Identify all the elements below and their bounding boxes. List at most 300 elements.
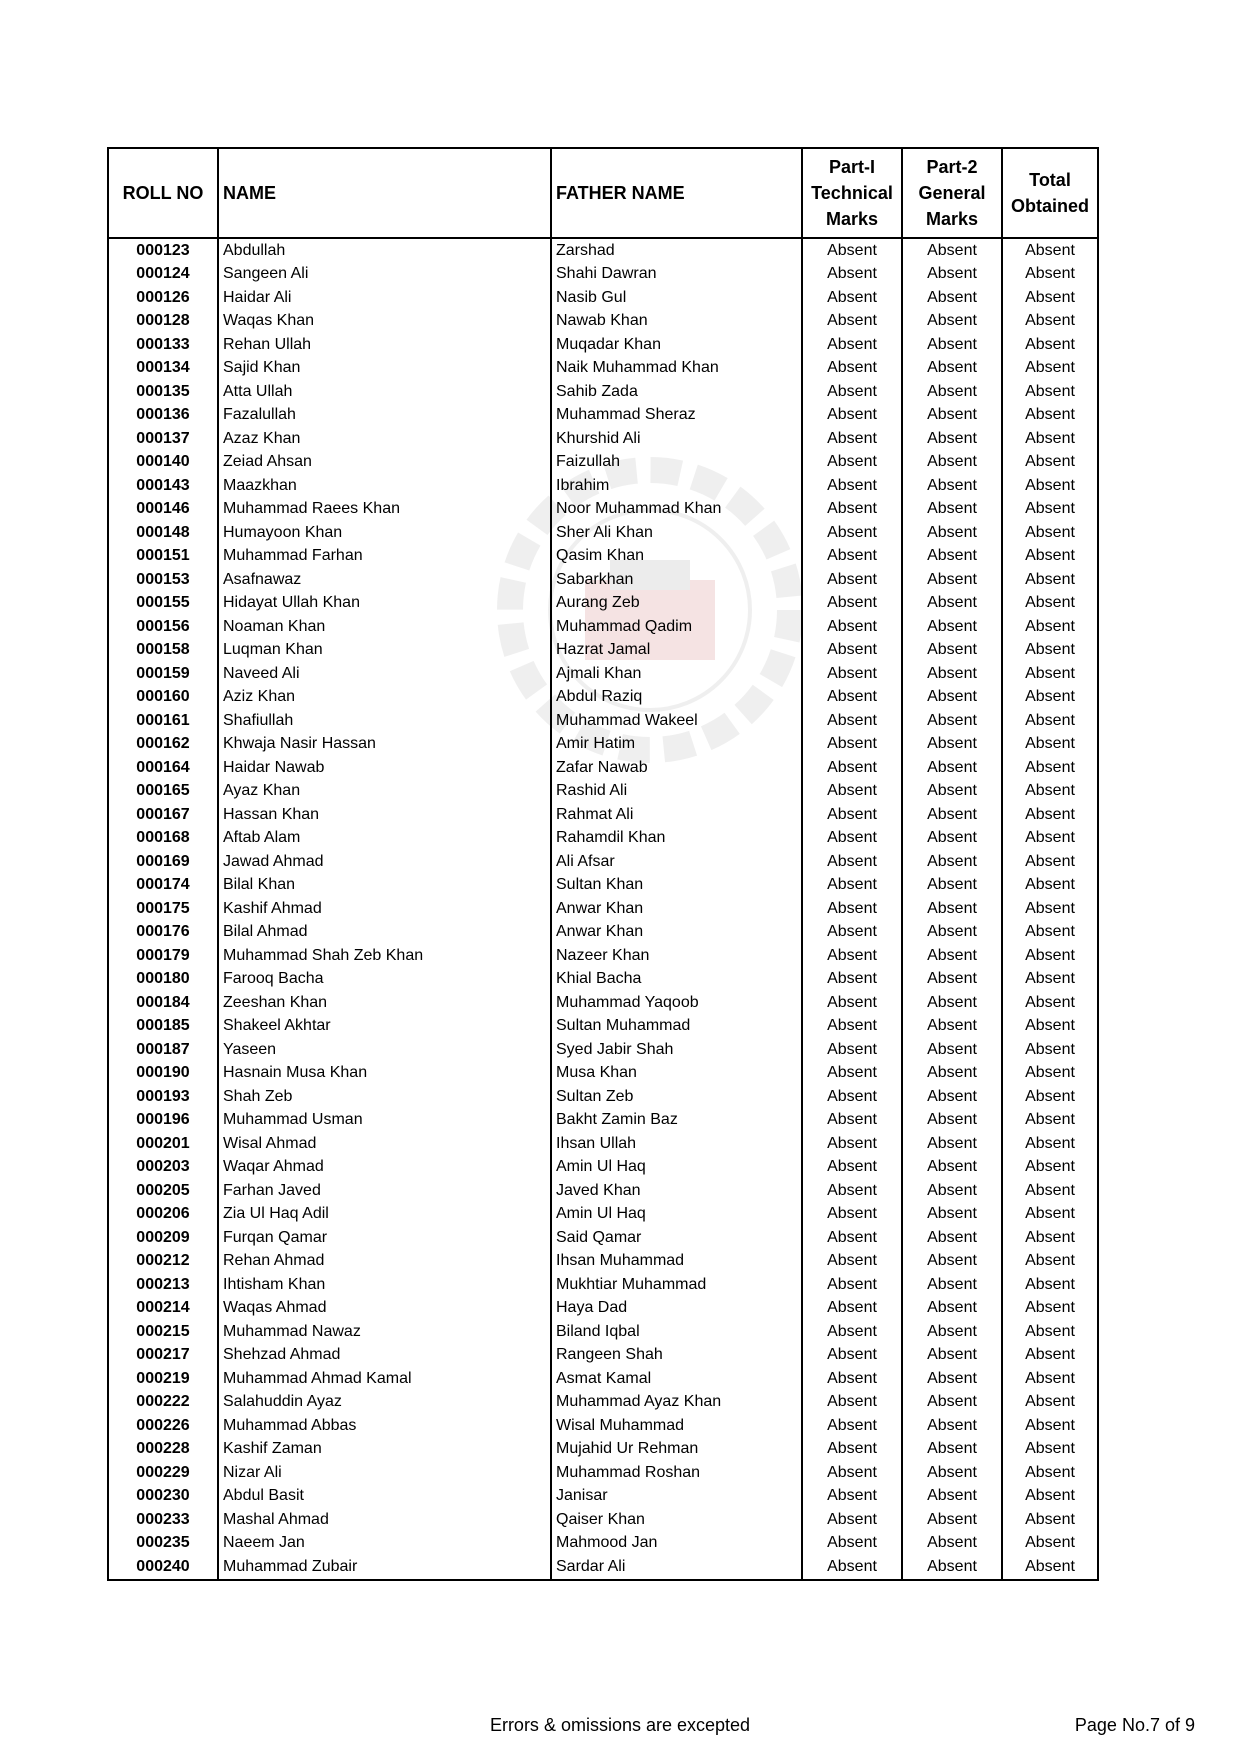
cell-roll-no: 000175 bbox=[108, 897, 218, 921]
cell-part1-marks: Absent bbox=[802, 1367, 902, 1391]
cell-total-obtained: Absent bbox=[1002, 1297, 1098, 1321]
cell-part1-marks: Absent bbox=[802, 803, 902, 827]
table-row bbox=[108, 1062, 1098, 1086]
cell-name: Farooq Bacha bbox=[218, 968, 551, 992]
cell-part1-marks: Absent bbox=[802, 263, 902, 287]
cell-part1-marks: Absent bbox=[802, 1555, 902, 1580]
cell-name: Sangeen Ali bbox=[218, 263, 551, 287]
cell-name: Muhammad Zubair bbox=[218, 1555, 551, 1580]
cell-roll-no: 000156 bbox=[108, 615, 218, 639]
cell-part1-marks: Absent bbox=[802, 733, 902, 757]
table-row bbox=[108, 709, 1098, 733]
cell-part1-marks: Absent bbox=[802, 545, 902, 569]
cell-total-obtained: Absent bbox=[1002, 827, 1098, 851]
footer-note: Errors & omissions are excepted bbox=[489, 1715, 751, 1735]
cell-father-name: Qaiser Khan bbox=[551, 1508, 802, 1532]
cell-part2-marks: Absent bbox=[902, 780, 1002, 804]
table-row bbox=[108, 286, 1098, 310]
cell-part2-marks: Absent bbox=[902, 1132, 1002, 1156]
cell-name: Muhammad Nawaz bbox=[218, 1320, 551, 1344]
cell-father-name: Sardar Ali bbox=[551, 1555, 802, 1580]
cell-total-obtained: Absent bbox=[1002, 286, 1098, 310]
cell-part1-marks: Absent bbox=[802, 897, 902, 921]
cell-father-name: Amir Hatim bbox=[551, 733, 802, 757]
cell-name: Salahuddin Ayaz bbox=[218, 1391, 551, 1415]
cell-part2-marks: Absent bbox=[902, 1038, 1002, 1062]
cell-name: Noaman Khan bbox=[218, 615, 551, 639]
cell-part2-marks: Absent bbox=[902, 1109, 1002, 1133]
cell-roll-no: 000184 bbox=[108, 991, 218, 1015]
cell-part2-marks: Absent bbox=[902, 310, 1002, 334]
cell-part2-marks: Absent bbox=[902, 968, 1002, 992]
cell-total-obtained: Absent bbox=[1002, 733, 1098, 757]
cell-father-name: Muhammad Wakeel bbox=[551, 709, 802, 733]
table-row bbox=[108, 568, 1098, 592]
cell-total-obtained: Absent bbox=[1002, 1414, 1098, 1438]
cell-part2-marks: Absent bbox=[902, 1438, 1002, 1462]
cell-father-name: Nazeer Khan bbox=[551, 944, 802, 968]
cell-part2-marks: Absent bbox=[902, 686, 1002, 710]
table-row bbox=[108, 921, 1098, 945]
cell-name: Furqan Qamar bbox=[218, 1226, 551, 1250]
cell-name: Rehan Ullah bbox=[218, 333, 551, 357]
cell-name: Muhammad Usman bbox=[218, 1109, 551, 1133]
cell-total-obtained: Absent bbox=[1002, 1250, 1098, 1274]
cell-roll-no: 000133 bbox=[108, 333, 218, 357]
table-row bbox=[108, 1367, 1098, 1391]
cell-father-name: Rangeen Shah bbox=[551, 1344, 802, 1368]
cell-name: Muhammad Abbas bbox=[218, 1414, 551, 1438]
cell-name: Zeiad Ahsan bbox=[218, 451, 551, 475]
cell-father-name: Rahamdil Khan bbox=[551, 827, 802, 851]
cell-roll-no: 000140 bbox=[108, 451, 218, 475]
cell-part2-marks: Absent bbox=[902, 921, 1002, 945]
cell-total-obtained: Absent bbox=[1002, 662, 1098, 686]
cell-name: Maazkhan bbox=[218, 474, 551, 498]
cell-part1-marks: Absent bbox=[802, 756, 902, 780]
cell-father-name: Noor Muhammad Khan bbox=[551, 498, 802, 522]
cell-part1-marks: Absent bbox=[802, 592, 902, 616]
cell-father-name: Muqadar Khan bbox=[551, 333, 802, 357]
cell-father-name: Anwar Khan bbox=[551, 921, 802, 945]
cell-part2-marks: Absent bbox=[902, 521, 1002, 545]
cell-name: Naveed Ali bbox=[218, 662, 551, 686]
cell-part1-marks: Absent bbox=[802, 333, 902, 357]
cell-part2-marks: Absent bbox=[902, 1508, 1002, 1532]
table-row bbox=[108, 474, 1098, 498]
cell-part2-marks: Absent bbox=[902, 545, 1002, 569]
cell-part2-marks: Absent bbox=[902, 639, 1002, 663]
cell-roll-no: 000155 bbox=[108, 592, 218, 616]
cell-part1-marks: Absent bbox=[802, 1179, 902, 1203]
cell-total-obtained: Absent bbox=[1002, 498, 1098, 522]
cell-roll-no: 000161 bbox=[108, 709, 218, 733]
cell-father-name: Sabarkhan bbox=[551, 568, 802, 592]
cell-name: Luqman Khan bbox=[218, 639, 551, 663]
cell-part1-marks: Absent bbox=[802, 404, 902, 428]
cell-part2-marks: Absent bbox=[902, 333, 1002, 357]
cell-part1-marks: Absent bbox=[802, 568, 902, 592]
cell-total-obtained: Absent bbox=[1002, 803, 1098, 827]
cell-total-obtained: Absent bbox=[1002, 357, 1098, 381]
cell-part2-marks: Absent bbox=[902, 615, 1002, 639]
cell-total-obtained: Absent bbox=[1002, 780, 1098, 804]
cell-father-name: Ihsan Ullah bbox=[551, 1132, 802, 1156]
table-header-row bbox=[108, 148, 1098, 238]
cell-name: Muhammad Farhan bbox=[218, 545, 551, 569]
cell-total-obtained: Absent bbox=[1002, 1132, 1098, 1156]
cell-part2-marks: Absent bbox=[902, 568, 1002, 592]
cell-total-obtained: Absent bbox=[1002, 451, 1098, 475]
header-name: NAME bbox=[218, 148, 551, 238]
cell-total-obtained: Absent bbox=[1002, 380, 1098, 404]
cell-part2-marks: Absent bbox=[902, 1085, 1002, 1109]
cell-name: Shah Zeb bbox=[218, 1085, 551, 1109]
cell-total-obtained: Absent bbox=[1002, 1461, 1098, 1485]
cell-part1-marks: Absent bbox=[802, 1485, 902, 1509]
cell-father-name: Musa Khan bbox=[551, 1062, 802, 1086]
cell-part1-marks: Absent bbox=[802, 474, 902, 498]
table-row bbox=[108, 592, 1098, 616]
header-part2-line2: General bbox=[918, 183, 986, 203]
cell-father-name: Haya Dad bbox=[551, 1297, 802, 1321]
cell-part2-marks: Absent bbox=[902, 1015, 1002, 1039]
cell-total-obtained: Absent bbox=[1002, 639, 1098, 663]
cell-part2-marks: Absent bbox=[902, 1203, 1002, 1227]
table-row bbox=[108, 968, 1098, 992]
table-row bbox=[108, 780, 1098, 804]
cell-name: Waqas Khan bbox=[218, 310, 551, 334]
cell-name: Kashif Ahmad bbox=[218, 897, 551, 921]
cell-name: Ihtisham Khan bbox=[218, 1273, 551, 1297]
cell-father-name: Amin Ul Haq bbox=[551, 1156, 802, 1180]
table-row bbox=[108, 310, 1098, 334]
cell-total-obtained: Absent bbox=[1002, 850, 1098, 874]
cell-part1-marks: Absent bbox=[802, 498, 902, 522]
header-part2-line1: Part-2 bbox=[926, 157, 978, 177]
cell-roll-no: 000160 bbox=[108, 686, 218, 710]
cell-father-name: Amin Ul Haq bbox=[551, 1203, 802, 1227]
cell-part1-marks: Absent bbox=[802, 1532, 902, 1556]
cell-part1-marks: Absent bbox=[802, 380, 902, 404]
cell-part2-marks: Absent bbox=[902, 592, 1002, 616]
table-row bbox=[108, 427, 1098, 451]
cell-total-obtained: Absent bbox=[1002, 756, 1098, 780]
cell-roll-no: 000146 bbox=[108, 498, 218, 522]
cell-roll-no: 000219 bbox=[108, 1367, 218, 1391]
header-part2-line3: Marks bbox=[925, 209, 979, 229]
cell-name: Shafiullah bbox=[218, 709, 551, 733]
cell-name: Waqar Ahmad bbox=[218, 1156, 551, 1180]
cell-father-name: Muhammad Sheraz bbox=[551, 404, 802, 428]
cell-roll-no: 000187 bbox=[108, 1038, 218, 1062]
cell-name: Shehzad Ahmad bbox=[218, 1344, 551, 1368]
cell-father-name: Sultan Khan bbox=[551, 874, 802, 898]
cell-father-name: Sahib Zada bbox=[551, 380, 802, 404]
table-row bbox=[108, 1461, 1098, 1485]
table-row bbox=[108, 1485, 1098, 1509]
cell-part2-marks: Absent bbox=[902, 991, 1002, 1015]
cell-roll-no: 000215 bbox=[108, 1320, 218, 1344]
cell-part1-marks: Absent bbox=[802, 286, 902, 310]
cell-part1-marks: Absent bbox=[802, 427, 902, 451]
table-row bbox=[108, 380, 1098, 404]
cell-part1-marks: Absent bbox=[802, 1320, 902, 1344]
cell-roll-no: 000143 bbox=[108, 474, 218, 498]
table-row bbox=[108, 662, 1098, 686]
cell-roll-no: 000167 bbox=[108, 803, 218, 827]
cell-name: Muhammad Raees Khan bbox=[218, 498, 551, 522]
table-row bbox=[108, 991, 1098, 1015]
cell-part1-marks: Absent bbox=[802, 451, 902, 475]
cell-roll-no: 000126 bbox=[108, 286, 218, 310]
cell-total-obtained: Absent bbox=[1002, 1532, 1098, 1556]
cell-total-obtained: Absent bbox=[1002, 874, 1098, 898]
cell-father-name: Asmat Kamal bbox=[551, 1367, 802, 1391]
cell-part1-marks: Absent bbox=[802, 1273, 902, 1297]
cell-total-obtained: Absent bbox=[1002, 1179, 1098, 1203]
cell-total-obtained: Absent bbox=[1002, 592, 1098, 616]
cell-total-obtained: Absent bbox=[1002, 427, 1098, 451]
cell-part2-marks: Absent bbox=[902, 1367, 1002, 1391]
cell-name: Azaz Khan bbox=[218, 427, 551, 451]
table-row bbox=[108, 1179, 1098, 1203]
cell-father-name: Janisar bbox=[551, 1485, 802, 1509]
cell-part2-marks: Absent bbox=[902, 1485, 1002, 1509]
cell-father-name: Zafar Nawab bbox=[551, 756, 802, 780]
table-row bbox=[108, 521, 1098, 545]
table-row bbox=[108, 1414, 1098, 1438]
cell-part1-marks: Absent bbox=[802, 310, 902, 334]
cell-roll-no: 000233 bbox=[108, 1508, 218, 1532]
cell-roll-no: 000213 bbox=[108, 1273, 218, 1297]
table-row bbox=[108, 803, 1098, 827]
cell-name: Haidar Ali bbox=[218, 286, 551, 310]
cell-part2-marks: Absent bbox=[902, 474, 1002, 498]
cell-part2-marks: Absent bbox=[902, 380, 1002, 404]
cell-father-name: Biland Iqbal bbox=[551, 1320, 802, 1344]
cell-part2-marks: Absent bbox=[902, 1226, 1002, 1250]
table-row bbox=[108, 756, 1098, 780]
cell-father-name: Hazrat Jamal bbox=[551, 639, 802, 663]
table-row bbox=[108, 639, 1098, 663]
cell-roll-no: 000179 bbox=[108, 944, 218, 968]
cell-total-obtained: Absent bbox=[1002, 1508, 1098, 1532]
cell-part2-marks: Absent bbox=[902, 1344, 1002, 1368]
cell-father-name: Nawab Khan bbox=[551, 310, 802, 334]
cell-part1-marks: Absent bbox=[802, 1132, 902, 1156]
cell-roll-no: 000217 bbox=[108, 1344, 218, 1368]
cell-roll-no: 000235 bbox=[108, 1532, 218, 1556]
cell-part1-marks: Absent bbox=[802, 1297, 902, 1321]
cell-father-name: Abdul Raziq bbox=[551, 686, 802, 710]
cell-roll-no: 000169 bbox=[108, 850, 218, 874]
cell-roll-no: 000174 bbox=[108, 874, 218, 898]
table-row bbox=[108, 1203, 1098, 1227]
cell-father-name: Khial Bacha bbox=[551, 968, 802, 992]
cell-roll-no: 000180 bbox=[108, 968, 218, 992]
header-total-obtained bbox=[1002, 148, 1098, 238]
cell-total-obtained: Absent bbox=[1002, 1273, 1098, 1297]
table-row bbox=[108, 1391, 1098, 1415]
cell-part1-marks: Absent bbox=[802, 1038, 902, 1062]
cell-name: Abdullah bbox=[218, 238, 551, 263]
cell-part2-marks: Absent bbox=[902, 756, 1002, 780]
cell-part2-marks: Absent bbox=[902, 944, 1002, 968]
table-row bbox=[108, 1085, 1098, 1109]
cell-father-name: Mukhtiar Muhammad bbox=[551, 1273, 802, 1297]
cell-name: Naeem Jan bbox=[218, 1532, 551, 1556]
cell-name: Humayoon Khan bbox=[218, 521, 551, 545]
results-table bbox=[107, 147, 1099, 1581]
cell-roll-no: 000203 bbox=[108, 1156, 218, 1180]
cell-part2-marks: Absent bbox=[902, 1273, 1002, 1297]
cell-father-name: Sultan Zeb bbox=[551, 1085, 802, 1109]
cell-total-obtained: Absent bbox=[1002, 1226, 1098, 1250]
header-part1-line3: Marks bbox=[825, 209, 879, 229]
cell-part1-marks: Absent bbox=[802, 1156, 902, 1180]
cell-part2-marks: Absent bbox=[902, 1062, 1002, 1086]
cell-total-obtained: Absent bbox=[1002, 921, 1098, 945]
cell-father-name: Syed Jabir Shah bbox=[551, 1038, 802, 1062]
cell-total-obtained: Absent bbox=[1002, 944, 1098, 968]
cell-name: Waqas Ahmad bbox=[218, 1297, 551, 1321]
cell-part1-marks: Absent bbox=[802, 827, 902, 851]
cell-father-name: Zarshad bbox=[551, 238, 802, 263]
cell-part2-marks: Absent bbox=[902, 1414, 1002, 1438]
cell-father-name: Mahmood Jan bbox=[551, 1532, 802, 1556]
cell-father-name: Bakht Zamin Baz bbox=[551, 1109, 802, 1133]
cell-name: Atta Ullah bbox=[218, 380, 551, 404]
cell-total-obtained: Absent bbox=[1002, 1015, 1098, 1039]
cell-part1-marks: Absent bbox=[802, 1344, 902, 1368]
cell-total-obtained: Absent bbox=[1002, 1485, 1098, 1509]
cell-father-name: Ihsan Muhammad bbox=[551, 1250, 802, 1274]
cell-father-name: Muhammad Roshan bbox=[551, 1461, 802, 1485]
cell-part1-marks: Absent bbox=[802, 357, 902, 381]
cell-roll-no: 000196 bbox=[108, 1109, 218, 1133]
cell-part1-marks: Absent bbox=[802, 874, 902, 898]
cell-father-name: Rashid Ali bbox=[551, 780, 802, 804]
cell-part1-marks: Absent bbox=[802, 1438, 902, 1462]
cell-total-obtained: Absent bbox=[1002, 897, 1098, 921]
cell-name: Zeeshan Khan bbox=[218, 991, 551, 1015]
cell-part2-marks: Absent bbox=[902, 238, 1002, 263]
cell-name: Bilal Khan bbox=[218, 874, 551, 898]
cell-total-obtained: Absent bbox=[1002, 991, 1098, 1015]
cell-roll-no: 000136 bbox=[108, 404, 218, 428]
cell-roll-no: 000205 bbox=[108, 1179, 218, 1203]
cell-name: Jawad Ahmad bbox=[218, 850, 551, 874]
cell-father-name: Rahmat Ali bbox=[551, 803, 802, 827]
cell-roll-no: 000159 bbox=[108, 662, 218, 686]
cell-father-name: Muhammad Qadim bbox=[551, 615, 802, 639]
cell-total-obtained: Absent bbox=[1002, 310, 1098, 334]
cell-part2-marks: Absent bbox=[902, 498, 1002, 522]
cell-name: Aziz Khan bbox=[218, 686, 551, 710]
header-roll-no: ROLL NO bbox=[108, 148, 218, 238]
cell-name: Aftab Alam bbox=[218, 827, 551, 851]
table-row bbox=[108, 1438, 1098, 1462]
table-row bbox=[108, 733, 1098, 757]
cell-part2-marks: Absent bbox=[902, 404, 1002, 428]
cell-father-name: Khurshid Ali bbox=[551, 427, 802, 451]
table-row bbox=[108, 827, 1098, 851]
cell-name: Yaseen bbox=[218, 1038, 551, 1062]
cell-roll-no: 000134 bbox=[108, 357, 218, 381]
cell-father-name: Said Qamar bbox=[551, 1226, 802, 1250]
cell-name: Nizar Ali bbox=[218, 1461, 551, 1485]
cell-father-name: Ajmali Khan bbox=[551, 662, 802, 686]
table-row bbox=[108, 1344, 1098, 1368]
cell-total-obtained: Absent bbox=[1002, 968, 1098, 992]
cell-roll-no: 000201 bbox=[108, 1132, 218, 1156]
table-row bbox=[108, 263, 1098, 287]
cell-part1-marks: Absent bbox=[802, 991, 902, 1015]
cell-part1-marks: Absent bbox=[802, 1015, 902, 1039]
cell-name: Hassan Khan bbox=[218, 803, 551, 827]
cell-father-name: Muhammad Ayaz Khan bbox=[551, 1391, 802, 1415]
cell-part2-marks: Absent bbox=[902, 662, 1002, 686]
cell-name: Hidayat Ullah Khan bbox=[218, 592, 551, 616]
cell-total-obtained: Absent bbox=[1002, 1391, 1098, 1415]
cell-roll-no: 000137 bbox=[108, 427, 218, 451]
cell-total-obtained: Absent bbox=[1002, 1109, 1098, 1133]
cell-father-name: Sher Ali Khan bbox=[551, 521, 802, 545]
cell-father-name: Ibrahim bbox=[551, 474, 802, 498]
cell-roll-no: 000214 bbox=[108, 1297, 218, 1321]
table-body bbox=[108, 238, 1098, 1580]
cell-father-name: Muhammad Yaqoob bbox=[551, 991, 802, 1015]
cell-part2-marks: Absent bbox=[902, 733, 1002, 757]
table-row bbox=[108, 874, 1098, 898]
cell-father-name: Qasim Khan bbox=[551, 545, 802, 569]
table-row bbox=[108, 1156, 1098, 1180]
cell-part1-marks: Absent bbox=[802, 686, 902, 710]
cell-total-obtained: Absent bbox=[1002, 404, 1098, 428]
cell-name: Rehan Ahmad bbox=[218, 1250, 551, 1274]
header-part1-line2: Technical bbox=[811, 183, 893, 203]
cell-roll-no: 000185 bbox=[108, 1015, 218, 1039]
table-row bbox=[108, 897, 1098, 921]
cell-name: Muhammad Shah Zeb Khan bbox=[218, 944, 551, 968]
cell-part1-marks: Absent bbox=[802, 780, 902, 804]
cell-roll-no: 000162 bbox=[108, 733, 218, 757]
cell-roll-no: 000135 bbox=[108, 380, 218, 404]
cell-name: Fazalullah bbox=[218, 404, 551, 428]
cell-part2-marks: Absent bbox=[902, 897, 1002, 921]
cell-roll-no: 000153 bbox=[108, 568, 218, 592]
cell-part2-marks: Absent bbox=[902, 1320, 1002, 1344]
cell-part1-marks: Absent bbox=[802, 238, 902, 263]
cell-part1-marks: Absent bbox=[802, 944, 902, 968]
cell-father-name: Wisal Muhammad bbox=[551, 1414, 802, 1438]
table-row bbox=[108, 1320, 1098, 1344]
cell-part1-marks: Absent bbox=[802, 1461, 902, 1485]
header-father-name: FATHER NAME bbox=[551, 148, 802, 238]
table-row bbox=[108, 238, 1098, 263]
cell-father-name: Aurang Zeb bbox=[551, 592, 802, 616]
cell-roll-no: 000123 bbox=[108, 238, 218, 263]
cell-total-obtained: Absent bbox=[1002, 1555, 1098, 1580]
cell-roll-no: 000165 bbox=[108, 780, 218, 804]
table-row bbox=[108, 1226, 1098, 1250]
cell-part1-marks: Absent bbox=[802, 1250, 902, 1274]
cell-total-obtained: Absent bbox=[1002, 545, 1098, 569]
cell-total-obtained: Absent bbox=[1002, 263, 1098, 287]
cell-name: Zia Ul Haq Adil bbox=[218, 1203, 551, 1227]
cell-part2-marks: Absent bbox=[902, 850, 1002, 874]
